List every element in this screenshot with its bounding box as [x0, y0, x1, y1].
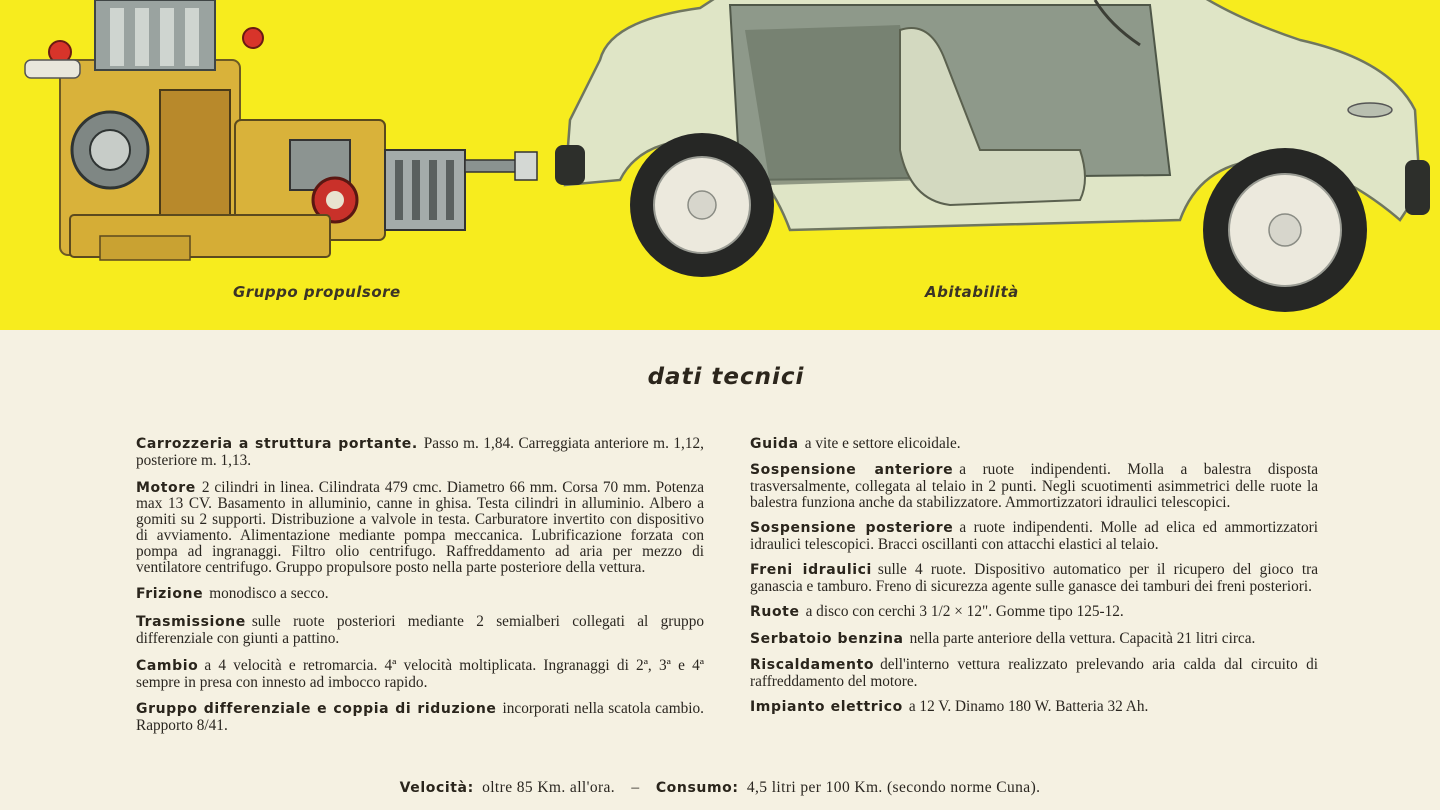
spec-label: Freni idraulici [750, 562, 872, 579]
car-cabin-cutaway-illustration [555, 0, 1430, 312]
spec-item [750, 657, 1318, 690]
spec-label: Riscaldamento [750, 656, 875, 673]
spec-text: Passo m. 1,84. Carreggiata anteriore m. 1,12, posteriore m. 1,13. [136, 435, 704, 469]
spec-label: Gruppo differenziale e coppia di riduzione [136, 701, 497, 718]
spec-label: Sospensione posteriore [750, 520, 954, 537]
spec-item [750, 520, 1318, 553]
spec-item [750, 699, 1318, 716]
illustrations [0, 0, 1440, 330]
spec-item [136, 436, 704, 469]
left-spec-column [136, 436, 704, 745]
spec-text: 2 cilindri in linea. Cilindrata 479 cmc. Diametro 66 mm. Corsa 70 mm. Potenza max 13 CV. Basamento in alluminio, canne in ghisa. Testa cilindri in alluminio. Albero a gomiti su 2 supporti. Distribuzione a valvole in testa. Carburatore invertito con dispositivo di avviamento. Alimentazione mediante pompa meccanica. Lubrificazione forzata con pompa ad ingranaggi. Filtro olio centrifugo. Raffreddamento ad aria per mezzo di ventilatore centrifugo. Gruppo propulsore posto nella parte posteriore della vettura. [136, 478, 704, 576]
spec-label: Frizione [136, 586, 204, 603]
spec-item [136, 701, 704, 734]
spec-label: Cambio [136, 657, 199, 674]
yellow-illustration-band [0, 0, 1440, 330]
performance-footer [0, 779, 1440, 797]
spec-label: Impianto elettrico [750, 699, 903, 716]
consumption-text: 4,5 litri per 100 Km. (secondo norme Cuna). [746, 779, 1041, 796]
spec-item [136, 480, 704, 576]
spec-item [136, 586, 704, 603]
speed-text: oltre 85 Km. all'ora. [482, 779, 616, 796]
spec-text: nella parte anteriore della vettura. Capacità 21 litri circa. [909, 629, 1256, 647]
spec-label: Motore [136, 479, 196, 496]
spec-item [136, 614, 704, 647]
spec-item [750, 562, 1318, 595]
spec-text: monodisco a secco. [209, 585, 329, 603]
spec-label: Guida [750, 436, 799, 452]
footer-separator: – [631, 779, 640, 796]
spec-label: Carrozzeria a struttura portante. [136, 436, 418, 452]
spec-text: sulle 4 ruote. Dispositivo automatico per il ricupero del gioco tra ganascia e tamburo. Freno di sicurezza agente sulle ganasce dei tamburi dei freni posteriori. [750, 561, 1318, 596]
speed-label: Velocità: [399, 780, 474, 796]
spec-text: a vite e settore elicoidale. [804, 435, 961, 452]
engine-cutaway-illustration [25, 0, 537, 260]
cabin-caption: Abitabilità [925, 283, 1019, 301]
spec-text: a disco con cerchi 3 1/2 × 12". Gomme tipo 125-12. [805, 603, 1124, 621]
spec-label: Trasmissione [136, 614, 246, 631]
spec-text: a 4 velocità e retromarcia. 4ª velocità moltiplicata. Ingranaggi di 2ª, 3ª e 4ª sempre in presa con innesto ad imbocco rapido. [136, 656, 704, 691]
right-spec-column [750, 436, 1318, 725]
spec-label: Serbatoio benzina [750, 630, 904, 647]
spec-text: a ruote indipendenti. Molla a balestra disposta trasversalmente, collegata al telaio in 2 punti. Negli scuotimenti asimmetrici delle ruote la balestra funziona anche da stabilizzatore. Ammortizzatori idraulici telescopici. [750, 461, 1319, 511]
spec-text: a 12 V. Dinamo 180 W. Batteria 32 Ah. [908, 698, 1149, 716]
spec-item [750, 631, 1318, 648]
spec-label: Sospensione anteriore [750, 462, 954, 479]
engine-caption: Gruppo propulsore [233, 283, 401, 301]
spec-text: incorporati nella scatola cambio. Rapporto 8/41. [136, 700, 704, 735]
spec-item [750, 604, 1318, 621]
spec-item [750, 436, 1318, 453]
spec-text: sulle ruote posteriori mediante 2 semialberi collegati al gruppo differenziale con giunti a pattino. [136, 613, 704, 647]
spec-label: Ruote [750, 604, 800, 621]
page-title: dati tecnici [647, 364, 805, 390]
spec-item [750, 462, 1318, 510]
spec-text: a ruote indipendenti. Molle ad elica ed ammortizzatori idraulici telescopici. Bracci oscillanti con attacchi elastici al telaio. [750, 519, 1319, 553]
consumption-label: Consumo: [655, 780, 739, 796]
spec-text: dell'interno vettura realizzato prelevando aria calda dal circuito di raffreddamento del motore. [750, 655, 1318, 690]
spec-item [136, 658, 704, 691]
